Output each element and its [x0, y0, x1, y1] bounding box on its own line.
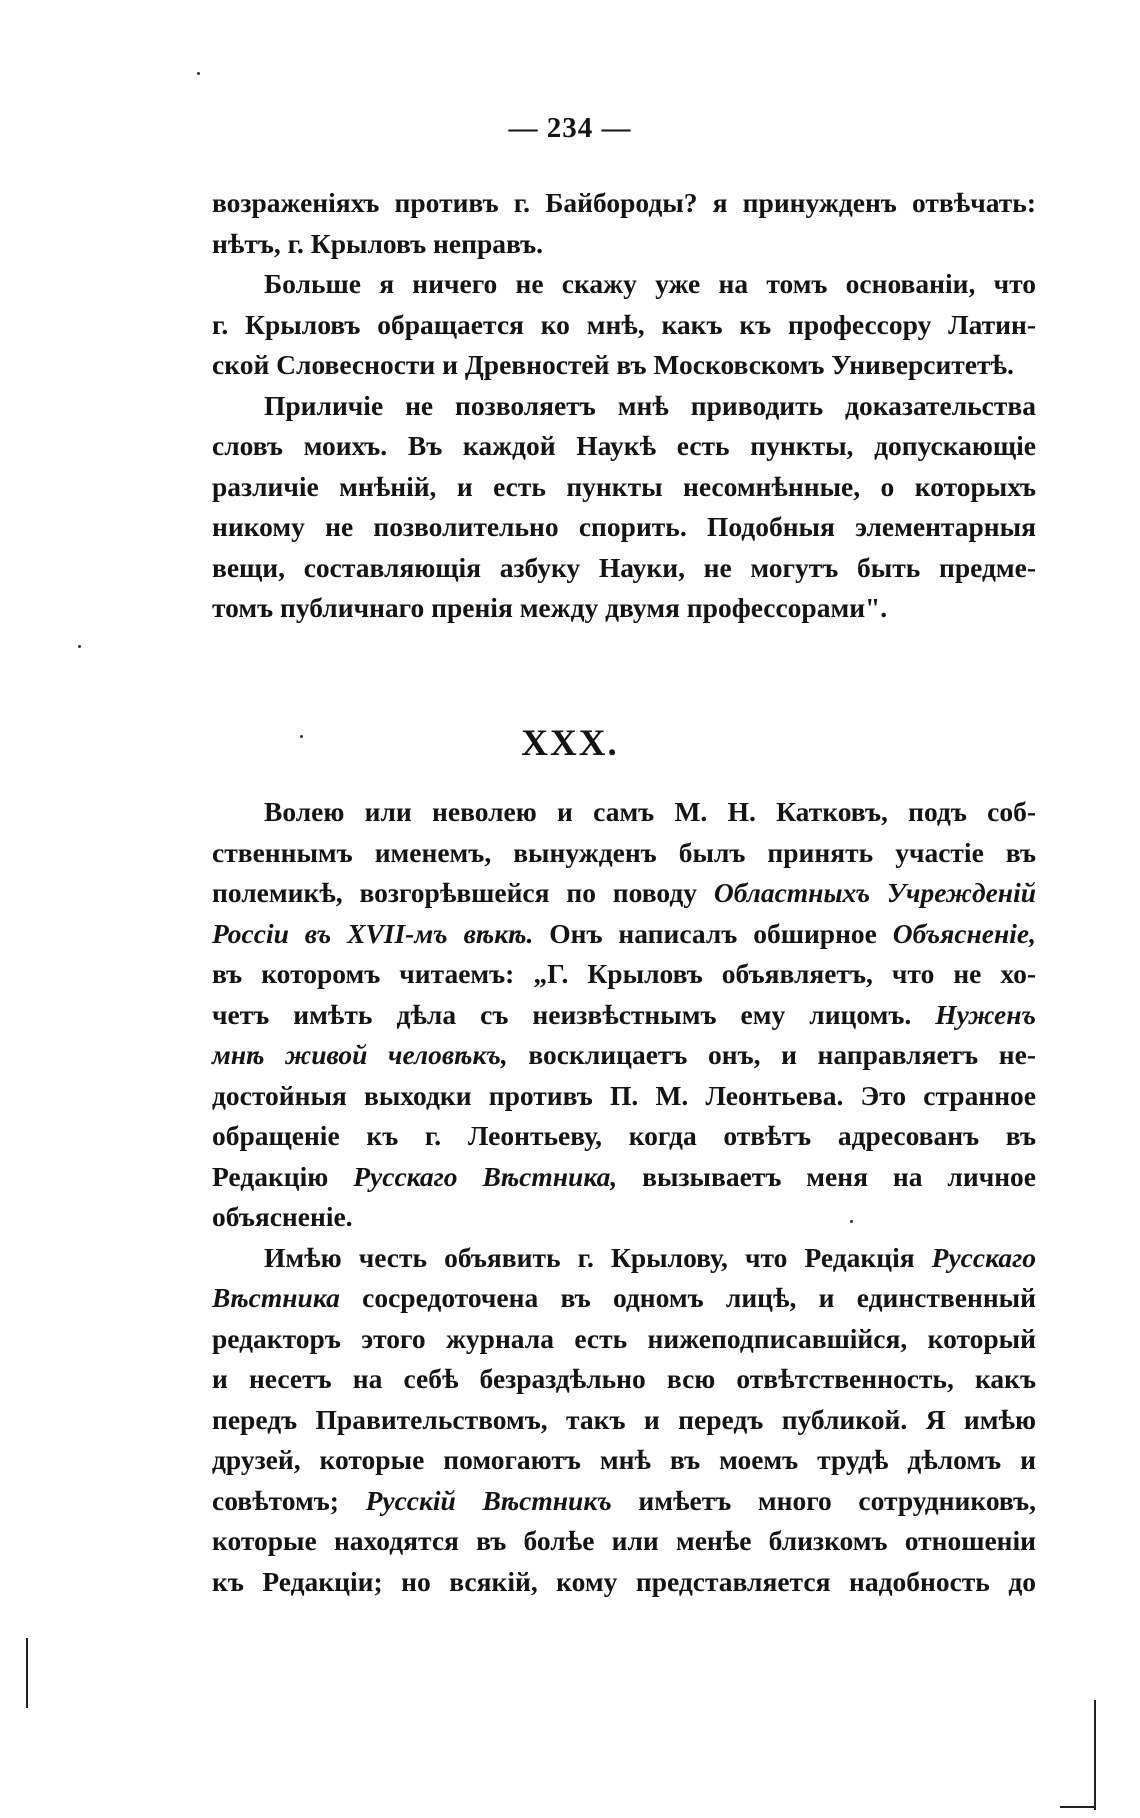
text-line — [212, 345, 1036, 386]
text-line — [212, 588, 1036, 629]
text-line — [212, 914, 1036, 955]
text-segment: въ которомъ читаемъ: „Г. Крыловъ объявляетъ, что не хо- — [212, 958, 1036, 989]
text-line — [212, 954, 1036, 995]
scan-speck — [850, 1220, 853, 1223]
text-segment: сосредоточена въ одномъ лицѣ, и единственный — [339, 1282, 1036, 1313]
italic-text: Русскаго Вѣстника, — [353, 1160, 618, 1192]
text-line — [212, 1157, 1036, 1198]
text-line — [212, 305, 1036, 346]
text-segment: Волею или неволею и самъ М. Н. Катковъ, подъ соб- — [264, 796, 1036, 827]
text-segment: полемикѣ, возгорѣвшейся по поводу — [212, 877, 714, 908]
text-line — [212, 995, 1036, 1036]
text-segment: Имѣю честь объявить г. Крылову, что Редакція — [264, 1241, 932, 1273]
text-segment: ской Словесности и Древностей въ Московскомъ Университетѣ. — [212, 349, 1014, 380]
right-margin-rule — [1094, 1700, 1096, 1810]
text-segment: къ Редакціи; но всякій, кому представляется надобность до — [212, 1565, 1036, 1597]
bottom-right-rule — [1060, 1806, 1096, 1808]
text-segment: объясненіе. — [212, 1201, 353, 1232]
italic-text: Нуженъ — [935, 998, 1036, 1030]
text-line — [212, 467, 1036, 508]
section-heading: XXX. — [521, 723, 619, 764]
text-block-section-xxx — [212, 792, 1036, 1602]
text-segment: различіе мнѣній, и есть пункты несомнѣнные, о которыхъ — [212, 470, 1036, 502]
text-segment: совѣтомъ; — [212, 1484, 366, 1516]
text-segment: передъ Правительствомъ, такъ и передъ публикой. Я имѣю — [212, 1403, 1036, 1435]
scan-speck — [78, 645, 81, 648]
text-segment: и несетъ на себѣ безраздѣльно всю отвѣтственность, какъ — [212, 1363, 1036, 1394]
text-line — [212, 224, 1036, 265]
italic-text: Русскаго — [931, 1241, 1036, 1273]
text-line — [212, 1562, 1036, 1603]
left-margin-rule — [26, 1638, 28, 1708]
italic-text: Областныхъ Учрежденій — [713, 877, 1036, 908]
italic-text: Вѣстника — [212, 1282, 340, 1313]
text-line — [212, 873, 1036, 914]
text-segment: Больше я ничего не скажу уже на томъ основаніи, что — [264, 268, 1036, 299]
text-segment: друзей, которые помогаютъ мнѣ въ моемъ трудѣ дѣломъ и — [212, 1444, 1036, 1475]
scan-speck — [300, 735, 303, 738]
text-block-top — [212, 183, 1036, 629]
text-segment: ственнымъ именемъ, вынужденъ былъ принять участіе въ — [212, 836, 1036, 868]
text-segment: вещи, составляющія азбуку Науки, не могутъ быть предме- — [212, 551, 1036, 583]
text-line — [212, 386, 1036, 427]
text-line — [212, 1076, 1036, 1117]
text-segment: словъ моихъ. Въ каждой Наукѣ есть пункты, допускающіе — [212, 430, 1036, 461]
text-segment: возраженіяхъ противъ г. Байбороды? я принужденъ отвѣчать: — [212, 187, 1036, 218]
text-segment: вызываетъ меня на личное — [617, 1160, 1036, 1192]
text-line — [212, 507, 1036, 548]
text-segment: никому не позволительно спорить. Подобныя элементарныя — [212, 511, 1036, 542]
text-line — [212, 548, 1036, 589]
text-segment: томъ публичнаго пренія между двумя профессорами". — [212, 592, 888, 623]
text-line — [212, 1238, 1036, 1279]
scan-speck — [197, 72, 200, 75]
text-line — [212, 1319, 1036, 1360]
italic-text: мнѣ живой человѣкъ, — [212, 1039, 508, 1070]
text-segment: г. Крыловъ обращается ко мнѣ, какъ къ профессору Латин- — [212, 308, 1036, 340]
italic-text: Россіи въ XVII-мъ вѣкѣ. — [212, 917, 534, 949]
text-line — [212, 1278, 1036, 1319]
italic-text: Русскій Вѣстникъ — [365, 1484, 612, 1516]
text-line — [212, 1521, 1036, 1562]
text-line — [212, 1359, 1036, 1400]
text-segment: которые находятся въ болѣе или менѣе близкомъ отношеніи — [212, 1525, 1036, 1556]
text-line — [212, 1035, 1036, 1076]
text-segment: достойныя выходки противъ П. М. Леонтьева. Это странное — [212, 1079, 1036, 1111]
text-line — [212, 1400, 1036, 1441]
text-line — [212, 1116, 1036, 1157]
text-segment: восклицаетъ онъ, и направляетъ не- — [507, 1039, 1036, 1070]
text-segment: нѣтъ, г. Крыловъ неправъ. — [212, 227, 544, 259]
text-line — [212, 183, 1036, 224]
text-line — [212, 833, 1036, 874]
text-line — [212, 792, 1036, 833]
page-number: — 234 — — [508, 112, 632, 144]
text-line — [212, 1197, 1036, 1238]
text-segment: Редакцію — [212, 1160, 354, 1192]
text-line — [212, 426, 1036, 467]
italic-text: Объясненіе, — [892, 917, 1037, 949]
text-line — [212, 264, 1036, 305]
text-segment: обращеніе къ г. Леонтьеву, когда отвѣтъ адресованъ въ — [212, 1120, 1036, 1151]
text-segment: Приличіе не позволяетъ мнѣ приводить доказательства — [264, 389, 1036, 421]
text-segment: имѣетъ много сотрудниковъ, — [611, 1484, 1036, 1516]
text-segment: четъ имѣть дѣла съ неизвѣстнымъ ему лицомъ. — [212, 998, 936, 1030]
text-segment: Онъ написалъ обширное — [533, 917, 893, 949]
text-segment: редакторъ этого журнала есть нижеподписавшійся, который — [212, 1322, 1036, 1354]
text-line — [212, 1481, 1036, 1522]
text-line — [212, 1440, 1036, 1481]
